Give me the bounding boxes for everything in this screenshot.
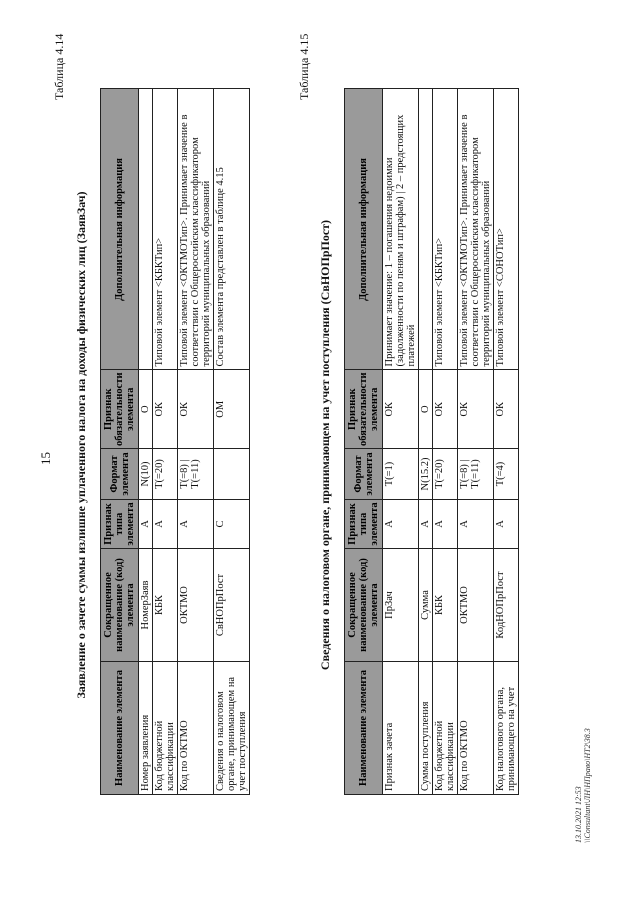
- table-cell: А: [494, 500, 519, 549]
- table1-header: Дополнительная информация: [101, 89, 139, 370]
- table1-label: Таблица 4.14: [52, 33, 66, 100]
- table-row: [178, 89, 214, 795]
- table1-title: Заявление о зачете суммы излишне уплаченного налога на доходы физических лиц (ЗаявЗач): [74, 191, 88, 699]
- table2-title: Сведения о налоговом органе, принимающем на учет поступления (СвНОПрПост): [318, 219, 332, 671]
- table1: [100, 88, 250, 795]
- table-cell: Типовой элемент <ОКТМОТип>. Принимает значение в соответствии с Общероссийским классификатором территорий муниципальных образований: [458, 89, 494, 370]
- table-cell: ОК: [383, 370, 419, 449]
- table1-header: Наименование элемента: [101, 662, 139, 795]
- table-cell: Код по ОКТМО: [458, 662, 494, 795]
- table-cell: Типовой элемент <КБКТип>: [433, 89, 458, 370]
- table-cell: ОКТМО: [458, 549, 494, 662]
- table-cell: КодНОПрПост: [494, 549, 519, 662]
- table-cell: [214, 449, 250, 500]
- table-row: [139, 89, 153, 795]
- table1-header: Формат элемента: [101, 449, 139, 500]
- table-cell: А: [419, 500, 433, 549]
- table-cell: ОК: [458, 370, 494, 449]
- table-cell: Признак зачета: [383, 662, 419, 795]
- table-cell: Код бюджетной классификации: [433, 662, 458, 795]
- table2-header: Сокращенное наименование (код) элемента: [345, 549, 383, 662]
- table-cell: [139, 89, 153, 370]
- table-cell: СвНОПрПост: [214, 549, 250, 662]
- table-cell: НомерЗаяв: [139, 549, 153, 662]
- footer-date: 13.10.2021 12:53: [574, 786, 583, 843]
- table1-header: Признак типа элемента: [101, 500, 139, 549]
- table-cell: Принимает значение: 1 – погашения недоимки (задолженности по пеням и штрафам) | 2 – предстоящих платежей: [383, 89, 419, 370]
- table-cell: T(=8) | T(=11): [458, 449, 494, 500]
- table-cell: T(=1): [383, 449, 419, 500]
- table-cell: N(15.2): [419, 449, 433, 500]
- table-cell: О: [139, 370, 153, 449]
- table-cell: ОКТМО: [178, 549, 214, 662]
- table-cell: Типовой элемент <СОНОТип>: [494, 89, 519, 370]
- table1-header-row: [101, 89, 139, 795]
- table-row: [433, 89, 458, 795]
- table-cell: [419, 89, 433, 370]
- table1-header: Признак обязательности элемента: [101, 370, 139, 449]
- table2-header: Формат элемента: [345, 449, 383, 500]
- table-cell: T(=8) | T(=11): [178, 449, 214, 500]
- table-cell: T(=4): [494, 449, 519, 500]
- table2-header: Дополнительная информация: [345, 89, 383, 370]
- page-number: 15: [38, 452, 53, 465]
- table-cell: Номер заявления: [139, 662, 153, 795]
- table-cell: Код бюджетной классификации: [153, 662, 178, 795]
- table2-header: Наименование элемента: [345, 662, 383, 795]
- table-cell: ОК: [178, 370, 214, 449]
- table-row: [458, 89, 494, 795]
- table-cell: T(=20): [433, 449, 458, 500]
- table-row: [214, 89, 250, 795]
- table-cell: Код налогового органа, принимающего на учет: [494, 662, 519, 795]
- table-cell: А: [153, 500, 178, 549]
- table2-header: Признак типа элемента: [345, 500, 383, 549]
- table-cell: А: [458, 500, 494, 549]
- table-cell: А: [383, 500, 419, 549]
- table-row: [494, 89, 519, 795]
- table-cell: Типовой элемент <КБКТип>: [153, 89, 178, 370]
- table-row: [153, 89, 178, 795]
- table-cell: Типовой элемент <ОКТМОТип>. Принимает значение в соответствии с Общероссийским классификатором территорий муниципальных образований: [178, 89, 214, 370]
- table-cell: С: [214, 500, 250, 549]
- table-row: [383, 89, 419, 795]
- footer-stamp: [574, 728, 592, 843]
- table-cell: N(10): [139, 449, 153, 500]
- table-cell: Сумма поступления: [419, 662, 433, 795]
- table-cell: ОК: [494, 370, 519, 449]
- table-cell: T(=20): [153, 449, 178, 500]
- table-cell: А: [433, 500, 458, 549]
- table-cell: Сумма: [419, 549, 433, 662]
- table-cell: ОК: [433, 370, 458, 449]
- table2-header-row: [345, 89, 383, 795]
- table-cell: ОМ: [214, 370, 250, 449]
- table-cell: КБК: [433, 549, 458, 662]
- table-cell: ПрЗач: [383, 549, 419, 662]
- table-cell: КБК: [153, 549, 178, 662]
- table-cell: Код по ОКТМО: [178, 662, 214, 795]
- table-cell: А: [178, 500, 214, 549]
- footer-path: \\Consultant\ЛН\НПраво\НТ2\38.3: [583, 728, 592, 843]
- table-cell: Сведения о налоговом органе, принимающем на учет поступления: [214, 662, 250, 795]
- table-cell: О: [419, 370, 433, 449]
- table1-header: Сокращенное наименование (код) элемента: [101, 549, 139, 662]
- table2-header: Признак обязательности элемента: [345, 370, 383, 449]
- table2-label: Таблица 4.15: [297, 33, 311, 100]
- table2: [344, 88, 519, 795]
- table-cell: ОК: [153, 370, 178, 449]
- table-cell: А: [139, 500, 153, 549]
- table-row: [419, 89, 433, 795]
- table-cell: Состав элемента представлен в таблице 4.15: [214, 89, 250, 370]
